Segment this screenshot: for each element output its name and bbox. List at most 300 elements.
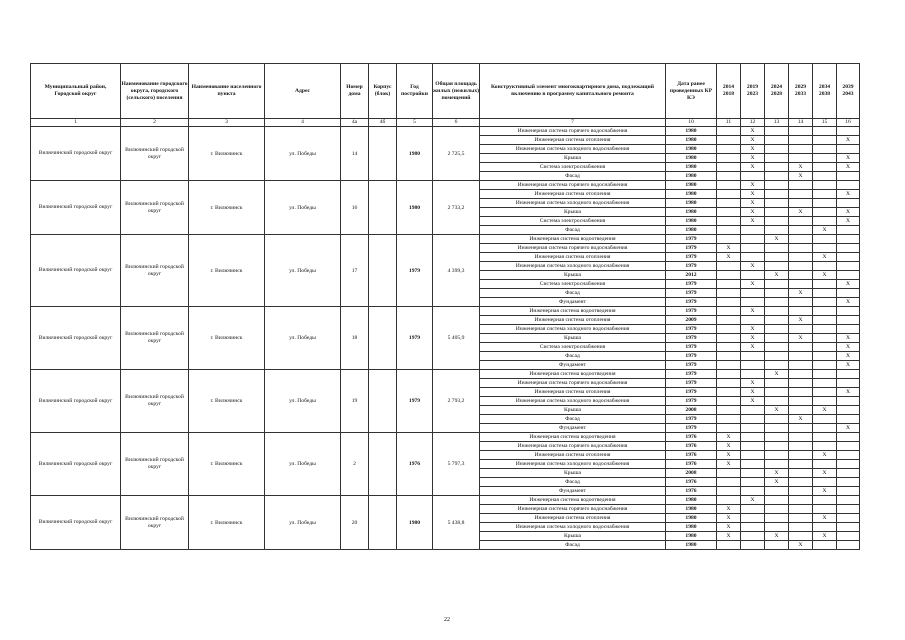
period-mark-cell <box>717 226 741 235</box>
prev-repair-date-cell: 1979 <box>666 244 717 253</box>
prev-repair-date-cell: 1980 <box>666 190 717 199</box>
period-mark-cell <box>717 127 741 136</box>
period-mark-cell <box>717 190 741 199</box>
header-cell: Адрес <box>265 64 341 119</box>
period-mark-cell: X <box>717 253 741 262</box>
column-number: 16 <box>837 119 860 127</box>
settlement-cell: Вилючинский городской округ <box>121 235 189 307</box>
element-cell: Инженерная система холодного водоснабжения <box>480 199 666 208</box>
period-mark-cell: X <box>741 280 765 289</box>
period-mark-cell: X <box>741 136 765 145</box>
prev-repair-date-cell: 1980 <box>666 496 717 505</box>
period-mark-cell <box>837 316 860 325</box>
build-year-cell: 1979 <box>397 235 433 307</box>
period-mark-cell <box>789 343 813 352</box>
period-mark-cell <box>717 181 741 190</box>
house-number-cell: 2 <box>341 433 369 496</box>
period-mark-cell <box>741 253 765 262</box>
element-cell: Система электроснабжения <box>480 343 666 352</box>
period-mark-cell <box>813 397 837 406</box>
period-mark-cell <box>717 298 741 307</box>
settlement-cell: Вилючинский городской округ <box>121 433 189 496</box>
period-mark-cell <box>837 532 860 541</box>
period-mark-cell <box>717 370 741 379</box>
element-cell: Инженерная система водоотведения <box>480 235 666 244</box>
period-mark-cell: X <box>837 352 860 361</box>
prev-repair-date-cell: 1979 <box>666 298 717 307</box>
period-mark-cell <box>813 379 837 388</box>
settlement-cell: Вилючинский городской округ <box>121 307 189 370</box>
period-mark-cell <box>837 370 860 379</box>
period-mark-cell <box>837 244 860 253</box>
period-mark-cell <box>741 451 765 460</box>
period-mark-cell <box>813 478 837 487</box>
period-mark-cell <box>837 496 860 505</box>
period-mark-cell <box>789 271 813 280</box>
table-row <box>31 370 860 379</box>
build-year-cell: 1980 <box>397 496 433 550</box>
prev-repair-date-cell: 1979 <box>666 397 717 406</box>
period-mark-cell <box>813 505 837 514</box>
period-mark-cell <box>789 127 813 136</box>
period-mark-cell <box>741 469 765 478</box>
prev-repair-date-cell: 1980 <box>666 136 717 145</box>
period-mark-cell <box>741 532 765 541</box>
period-mark-cell <box>813 262 837 271</box>
prev-repair-date-cell: 1980 <box>666 163 717 172</box>
table-row <box>31 235 860 244</box>
period-mark-cell <box>717 397 741 406</box>
period-mark-cell <box>741 361 765 370</box>
period-mark-cell <box>765 325 789 334</box>
header-cell: Корпус (блок) <box>369 64 397 119</box>
period-mark-cell: X <box>765 478 789 487</box>
period-mark-cell <box>813 145 837 154</box>
prev-repair-date-cell: 1980 <box>666 523 717 532</box>
column-number: 4а <box>341 119 369 127</box>
period-mark-cell <box>717 424 741 433</box>
period-mark-cell: X <box>837 334 860 343</box>
column-number: 2 <box>121 119 189 127</box>
period-mark-cell <box>717 289 741 298</box>
prev-repair-date-cell: 2008 <box>666 469 717 478</box>
period-mark-cell <box>813 388 837 397</box>
period-mark-cell <box>717 145 741 154</box>
element-cell: Система электроснабжения <box>480 280 666 289</box>
prev-repair-date-cell: 1979 <box>666 352 717 361</box>
period-mark-cell <box>765 379 789 388</box>
prev-repair-date-cell: 1979 <box>666 289 717 298</box>
period-mark-cell <box>837 325 860 334</box>
period-mark-cell: X <box>837 388 860 397</box>
element-cell: Фасад <box>480 415 666 424</box>
header-row <box>31 64 860 119</box>
period-mark-cell: X <box>837 343 860 352</box>
period-mark-cell: X <box>741 334 765 343</box>
period-mark-cell <box>837 271 860 280</box>
period-mark-cell: X <box>837 280 860 289</box>
element-cell: Фасад <box>480 172 666 181</box>
period-mark-cell <box>837 523 860 532</box>
period-mark-cell <box>717 172 741 181</box>
header-cell: 2029 2033 <box>789 64 813 119</box>
period-mark-cell: X <box>789 208 813 217</box>
element-cell: Инженерная система водоотведения <box>480 433 666 442</box>
prev-repair-date-cell: 1976 <box>666 442 717 451</box>
period-mark-cell <box>813 433 837 442</box>
period-mark-cell <box>741 271 765 280</box>
district-cell: Вилючинский городской округ <box>31 496 121 550</box>
prev-repair-date-cell: 1980 <box>666 208 717 217</box>
element-cell: Фундамент <box>480 298 666 307</box>
period-mark-cell: X <box>813 406 837 415</box>
period-mark-cell <box>837 226 860 235</box>
element-cell: Инженерная система холодного водоснабжения <box>480 145 666 154</box>
period-mark-cell: X <box>837 163 860 172</box>
period-mark-cell <box>789 523 813 532</box>
prev-repair-date-cell: 2012 <box>666 271 717 280</box>
period-mark-cell: X <box>741 163 765 172</box>
block-cell <box>369 433 397 496</box>
period-mark-cell <box>765 541 789 550</box>
period-mark-cell <box>813 334 837 343</box>
period-mark-cell: X <box>837 217 860 226</box>
area-cell: 2 733,2 <box>433 181 480 235</box>
period-mark-cell <box>789 442 813 451</box>
prev-repair-date-cell: 1980 <box>666 217 717 226</box>
period-mark-cell <box>741 487 765 496</box>
element-cell: Система электроснабжения <box>480 217 666 226</box>
period-mark-cell: X <box>741 388 765 397</box>
period-mark-cell <box>789 424 813 433</box>
house-number-cell: 17 <box>341 235 369 307</box>
period-mark-cell: X <box>741 343 765 352</box>
column-number: 6 <box>433 119 480 127</box>
period-mark-cell <box>765 496 789 505</box>
element-cell: Инженерная система горячего водоснабжения <box>480 244 666 253</box>
element-cell: Крыша <box>480 208 666 217</box>
period-mark-cell: X <box>813 514 837 523</box>
period-mark-cell: X <box>813 532 837 541</box>
column-number: 15 <box>813 119 837 127</box>
prev-repair-date-cell: 1979 <box>666 307 717 316</box>
period-mark-cell <box>813 298 837 307</box>
period-mark-cell <box>765 253 789 262</box>
period-mark-cell <box>717 208 741 217</box>
period-mark-cell <box>789 298 813 307</box>
period-mark-cell: X <box>813 469 837 478</box>
period-mark-cell <box>741 172 765 181</box>
header-cell: 2019 2023 <box>741 64 765 119</box>
period-mark-cell <box>789 505 813 514</box>
period-mark-cell <box>765 460 789 469</box>
period-mark-cell: X <box>717 514 741 523</box>
period-mark-cell: X <box>717 532 741 541</box>
period-mark-cell <box>717 262 741 271</box>
element-cell: Фундамент <box>480 361 666 370</box>
period-mark-cell <box>741 298 765 307</box>
prev-repair-date-cell: 1976 <box>666 433 717 442</box>
period-mark-cell: X <box>765 370 789 379</box>
period-mark-cell: X <box>741 154 765 163</box>
period-mark-cell: X <box>813 253 837 262</box>
period-mark-cell <box>789 244 813 253</box>
period-mark-cell <box>813 244 837 253</box>
prev-repair-date-cell: 1979 <box>666 379 717 388</box>
element-cell: Система электроснабжения <box>480 163 666 172</box>
build-year-cell: 1976 <box>397 433 433 496</box>
period-mark-cell <box>765 298 789 307</box>
period-mark-cell <box>837 433 860 442</box>
element-cell: Фасад <box>480 478 666 487</box>
block-cell <box>369 496 397 550</box>
element-cell: Инженерная система горячего водоснабжения <box>480 127 666 136</box>
period-mark-cell <box>765 388 789 397</box>
period-mark-cell <box>837 289 860 298</box>
period-mark-cell: X <box>741 307 765 316</box>
period-mark-cell <box>717 316 741 325</box>
address-cell: ул. Победы <box>265 496 341 550</box>
prev-repair-date-cell: 1976 <box>666 487 717 496</box>
period-mark-cell <box>789 226 813 235</box>
period-mark-cell: X <box>741 208 765 217</box>
prev-repair-date-cell: 2009 <box>666 316 717 325</box>
period-mark-cell <box>813 415 837 424</box>
element-cell: Фундамент <box>480 487 666 496</box>
period-mark-cell <box>741 415 765 424</box>
block-cell <box>369 307 397 370</box>
period-mark-cell <box>717 280 741 289</box>
period-mark-cell: X <box>837 424 860 433</box>
period-mark-cell <box>717 379 741 388</box>
period-mark-cell <box>717 361 741 370</box>
period-mark-cell <box>717 199 741 208</box>
period-mark-cell <box>765 217 789 226</box>
table-row <box>31 307 860 316</box>
element-cell: Инженерная система холодного водоснабжения <box>480 262 666 271</box>
prev-repair-date-cell: 1980 <box>666 172 717 181</box>
period-mark-cell <box>717 541 741 550</box>
period-mark-cell <box>789 478 813 487</box>
period-mark-cell: X <box>741 181 765 190</box>
prev-repair-date-cell: 1979 <box>666 388 717 397</box>
period-mark-cell <box>789 487 813 496</box>
element-cell: Инженерная система горячего водоснабжения <box>480 505 666 514</box>
period-mark-cell <box>789 253 813 262</box>
period-mark-cell: X <box>717 442 741 451</box>
area-cell: 5 438,8 <box>433 496 480 550</box>
column-number: 3 <box>189 119 265 127</box>
period-mark-cell: X <box>717 244 741 253</box>
period-mark-cell <box>765 154 789 163</box>
period-mark-cell <box>765 415 789 424</box>
period-mark-cell <box>741 352 765 361</box>
period-mark-cell <box>717 136 741 145</box>
period-mark-cell <box>765 289 789 298</box>
period-mark-cell <box>837 460 860 469</box>
element-cell: Инженерная система отопления <box>480 253 666 262</box>
period-mark-cell <box>717 469 741 478</box>
period-mark-cell <box>813 496 837 505</box>
house-number-cell: 14 <box>341 127 369 181</box>
prev-repair-date-cell: 1980 <box>666 532 717 541</box>
period-mark-cell <box>813 460 837 469</box>
period-mark-cell: X <box>789 334 813 343</box>
period-mark-cell <box>813 523 837 532</box>
column-number: 4 <box>265 119 341 127</box>
table-row <box>31 181 860 190</box>
period-mark-cell <box>813 181 837 190</box>
period-mark-cell <box>789 145 813 154</box>
period-mark-cell <box>765 172 789 181</box>
element-cell: Крыша <box>480 532 666 541</box>
locality-cell: г. Вилючинск <box>189 433 265 496</box>
period-mark-cell <box>789 154 813 163</box>
period-mark-cell: X <box>741 397 765 406</box>
element-cell: Крыша <box>480 271 666 280</box>
period-mark-cell <box>717 325 741 334</box>
period-mark-cell <box>813 442 837 451</box>
period-mark-cell <box>765 451 789 460</box>
address-cell: ул. Победы <box>265 181 341 235</box>
period-mark-cell <box>789 361 813 370</box>
period-mark-cell <box>789 514 813 523</box>
period-mark-cell <box>813 316 837 325</box>
period-mark-cell <box>717 154 741 163</box>
period-mark-cell <box>837 127 860 136</box>
district-cell: Вилючинский городской округ <box>31 127 121 181</box>
period-mark-cell: X <box>789 541 813 550</box>
column-number: 7 <box>480 119 666 127</box>
district-cell: Вилючинский городской округ <box>31 433 121 496</box>
capital-repair-table <box>30 63 860 550</box>
period-mark-cell <box>813 361 837 370</box>
prev-repair-date-cell: 1980 <box>666 514 717 523</box>
period-mark-cell <box>765 280 789 289</box>
period-mark-cell <box>813 424 837 433</box>
period-mark-cell <box>837 262 860 271</box>
period-mark-cell <box>837 199 860 208</box>
period-mark-cell <box>717 487 741 496</box>
period-mark-cell <box>789 235 813 244</box>
header-cell: 2014 2018 <box>717 64 741 119</box>
period-mark-cell <box>741 370 765 379</box>
period-mark-cell <box>837 415 860 424</box>
period-mark-cell <box>789 370 813 379</box>
locality-cell: г. Вилючинск <box>189 307 265 370</box>
period-mark-cell: X <box>789 316 813 325</box>
period-mark-cell <box>717 343 741 352</box>
period-mark-cell <box>813 199 837 208</box>
period-mark-cell <box>741 244 765 253</box>
column-number: 14 <box>789 119 813 127</box>
district-cell: Вилючинский городской округ <box>31 235 121 307</box>
period-mark-cell <box>789 352 813 361</box>
prev-repair-date-cell: 1979 <box>666 325 717 334</box>
period-mark-cell <box>813 289 837 298</box>
period-mark-cell: X <box>837 208 860 217</box>
period-mark-cell <box>837 514 860 523</box>
period-mark-cell <box>765 208 789 217</box>
period-mark-cell <box>765 523 789 532</box>
column-number-row <box>31 119 860 127</box>
period-mark-cell <box>789 190 813 199</box>
header-cell: Наименование населенного пункта <box>189 64 265 119</box>
period-mark-cell <box>813 127 837 136</box>
period-mark-cell <box>789 325 813 334</box>
period-mark-cell <box>765 334 789 343</box>
period-mark-cell <box>789 199 813 208</box>
district-cell: Вилючинский городской округ <box>31 370 121 433</box>
prev-repair-date-cell: 1976 <box>666 460 717 469</box>
element-cell: Фасад <box>480 541 666 550</box>
period-mark-cell <box>765 343 789 352</box>
prev-repair-date-cell: 1980 <box>666 181 717 190</box>
period-mark-cell <box>717 352 741 361</box>
block-cell <box>369 370 397 433</box>
period-mark-cell <box>741 235 765 244</box>
period-mark-cell <box>765 352 789 361</box>
element-cell: Инженерная система водоотведения <box>480 496 666 505</box>
column-number: 13 <box>765 119 789 127</box>
period-mark-cell <box>741 541 765 550</box>
column-number: 1 <box>31 119 121 127</box>
period-mark-cell <box>741 316 765 325</box>
element-cell: Инженерная система водоотведения <box>480 370 666 379</box>
element-cell: Инженерная система отопления <box>480 190 666 199</box>
period-mark-cell: X <box>789 172 813 181</box>
address-cell: ул. Победы <box>265 307 341 370</box>
prev-repair-date-cell: 1979 <box>666 262 717 271</box>
element-cell: Инженерная система горячего водоснабжения <box>480 379 666 388</box>
period-mark-cell <box>741 505 765 514</box>
prev-repair-date-cell: 1980 <box>666 226 717 235</box>
period-mark-cell <box>789 397 813 406</box>
period-mark-cell <box>765 505 789 514</box>
period-mark-cell <box>813 136 837 145</box>
period-mark-cell: X <box>741 190 765 199</box>
period-mark-cell <box>765 262 789 271</box>
element-cell: Инженерная система отопления <box>480 136 666 145</box>
period-mark-cell <box>765 127 789 136</box>
period-mark-cell <box>717 388 741 397</box>
period-mark-cell <box>789 469 813 478</box>
period-mark-cell <box>789 451 813 460</box>
period-mark-cell <box>789 181 813 190</box>
element-cell: Инженерная система отопления <box>480 388 666 397</box>
house-number-cell: 20 <box>341 496 369 550</box>
element-cell: Фасад <box>480 289 666 298</box>
period-mark-cell <box>789 379 813 388</box>
address-cell: ул. Победы <box>265 433 341 496</box>
prev-repair-date-cell: 1979 <box>666 370 717 379</box>
period-mark-cell <box>789 388 813 397</box>
period-mark-cell: X <box>741 325 765 334</box>
period-mark-cell <box>837 451 860 460</box>
period-mark-cell <box>717 235 741 244</box>
element-cell: Крыша <box>480 154 666 163</box>
area-cell: 2 793,2 <box>433 370 480 433</box>
block-cell <box>369 181 397 235</box>
column-number: 5 <box>397 119 433 127</box>
settlement-cell: Вилючинский городской округ <box>121 181 189 235</box>
period-mark-cell: X <box>741 262 765 271</box>
element-cell: Инженерная система отопления <box>480 514 666 523</box>
period-mark-cell <box>741 289 765 298</box>
element-cell: Фасад <box>480 352 666 361</box>
area-cell: 2 725,5 <box>433 127 480 181</box>
build-year-cell: 1980 <box>397 181 433 235</box>
